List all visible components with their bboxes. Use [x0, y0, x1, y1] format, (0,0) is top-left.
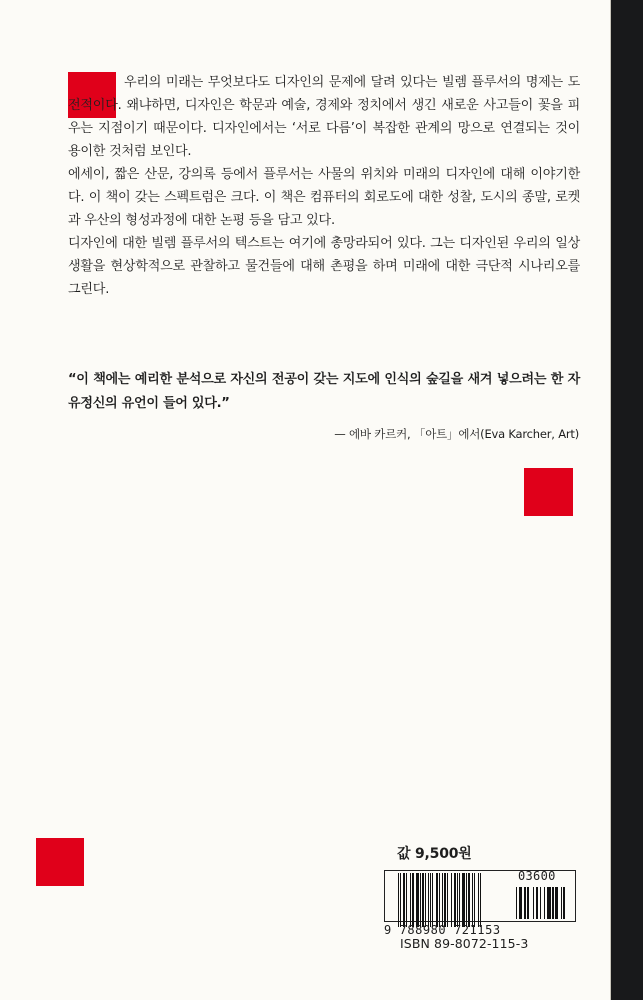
red-square-bottom	[36, 838, 84, 886]
price-label: 값 9,500원	[397, 846, 472, 862]
red-square-middle	[524, 468, 573, 516]
barcode-bar	[563, 887, 564, 919]
ean-digits-label: 9 788980 721153	[384, 923, 501, 937]
isbn-label: ISBN 89-8072-115-3	[400, 936, 529, 951]
blurb-text	[68, 71, 580, 301]
blurb-paragraph-2: 에세이, 짧은 산문, 강의록 등에서 플루서는 사물의 위치와 미래의 디자인에 대해 이야기한다. 이 책이 갖는 스펙트럼은 크다. 이 책은 컴퓨터의 회로도에 대한 성찰, 도시의 종말, 로켓과 우산의 형성과정에 대한 논평 등을 담고 있다.	[68, 167, 580, 228]
review-quote: “이 책에는 예리한 분석으로 자신의 전공이 갖는 지도에 인식의 숲길을 새겨 넣으려는 한 자유정신의 유언이 들어 있다.”	[68, 372, 580, 411]
book-spine-edge	[611, 0, 643, 1000]
addon-barcode-bars	[516, 887, 568, 919]
quote-attribution: — 에바 카르커, 「아트」에서(Eva Karcher, Art)	[334, 427, 579, 441]
barcode-bar	[480, 873, 481, 927]
isbn-barcode	[384, 867, 578, 946]
blurb-paragraph-3: 디자인에 대한 빌렘 플루서의 텍스트는 여기에 총망라되어 있다. 그는 디자인된 우리의 일상생활을 현상학적으로 관찰하고 물건들에 대해 촌평을 하며 미래에 대한 극단적 시나리오를 그린다.	[68, 236, 580, 297]
addon-code-label: 03600	[518, 869, 556, 883]
ean-barcode-bars	[398, 873, 510, 927]
blurb-paragraph-1: 우리의 미래는 무엇보다도 디자인의 문제에 달려 있다는 빌렘 플루서의 명제는 도전적이다. 왜냐하면, 디자인은 학문과 예술, 경제와 정치에서 생긴 새로운 사고들이 꽃을 피우는 지점이기 때문이다. 디자인에서는 ‘서로 다름’이 복잡한 관계의 망으로 연결되는 것이 용이한 것처럼 보인다.	[68, 75, 580, 159]
